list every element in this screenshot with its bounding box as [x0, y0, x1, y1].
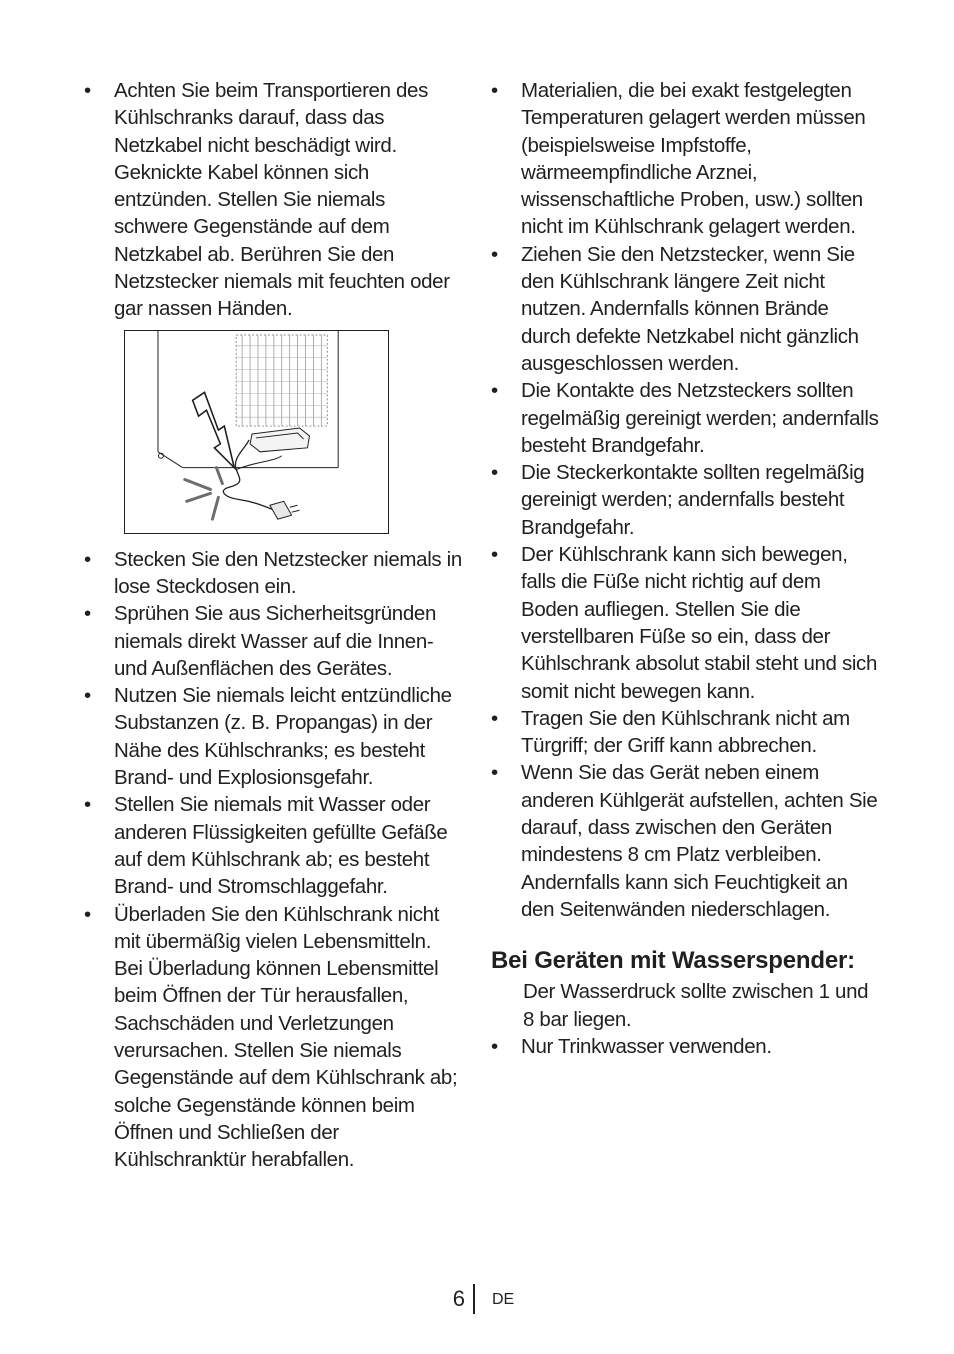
page-number: 6 [452, 1286, 465, 1311]
list-item: • Die Steckerkontakte sollten regelmäßig gereinigt werden; andernfalls besteht Brandgefahr. [491, 459, 881, 541]
list-item: • Achten Sie beim Transportieren des Kühlschranks darauf, dass das Netzkabel nicht beschädigt wird. Geknickte Kabel können sich entzünden. Stellen Sie niemals schwere Gegenstände auf dem Netzkabel ab. Berühren Sie den Netzstecker niemals mit feuchten oder gar nassen Händen. [84, 77, 464, 323]
list-item: • Nutzen Sie niemals leicht entzündliche Substanzen (z. B. Propangas) in der Nähe des Kühlschranks; es besteht Brand- und Explosionsgefahr. [84, 682, 464, 791]
section-bullets [491, 1033, 881, 1060]
list-item: • Wenn Sie das Gerät neben einem anderen Kühlgerät aufstellen, achten Sie darauf, dass zwischen den Geräten mindestens 8 cm Platz verbleiben. Andernfalls kann sich Feuchtigkeit an den Seitenwänden niederschlagen. [491, 759, 881, 923]
right-bullets [491, 77, 881, 923]
list-item: • Der Kühlschrank kann sich bewegen, falls die Füße nicht richtig auf dem Boden aufliegen. Stellen Sie die verstellbaren Füße so ein, dass der Kühlschrank absolut stabil steht und sich somit nicht bewegen kann. [491, 541, 881, 705]
footer-divider [473, 1284, 475, 1314]
list-item: • Stecken Sie den Netzstecker niemals in lose Steckdosen ein. [84, 546, 464, 601]
right-column [491, 77, 881, 1060]
list-item: • Ziehen Sie den Netzstecker, wenn Sie den Kühlschrank längere Zeit nicht nutzen. Andernfalls können Brände durch defekte Netzkabel nicht gänzlich ausgeschlossen werden. [491, 241, 881, 377]
list-item: • Sprühen Sie aus Sicherheitsgründen niemals direkt Wasser auf die Innen- und Außenflächen des Gerätes. [84, 600, 464, 682]
list-item: • Überladen Sie den Kühlschrank nicht mit übermäßig vielen Lebensmitteln. Bei Überladung können Lebensmittel beim Öffnen der Tür herausfallen, Sachschäden und Verletzungen verursachen. Stellen Sie niemals Gegenstände auf dem Kühlschrank ab; solche Gegenstände können beim Öffnen und Schließen der Kühlschranktür herabfallen. [84, 901, 464, 1174]
list-item: • Materialien, die bei exakt festgelegten Temperaturen gelagert werden müssen (beispielsweise Impfstoffe, wärmeempfindliche Arznei, wissenschaftliche Proben, usw.) sollten nicht im Kühlschrank gelagert werden. [491, 77, 881, 241]
left-bullets-bottom [84, 546, 464, 1174]
power-cord-warning-figure [124, 330, 389, 534]
fridge-back-power-cord-lightning-icon [125, 331, 388, 533]
list-item: • Die Kontakte des Netzsteckers sollten regelmäßig gereinigt werden; andernfalls besteht Brandgefahr. [491, 377, 881, 459]
section-intro: Der Wasserdruck sollte zwischen 1 und 8 bar liegen. [523, 980, 869, 1031]
list-item: • Stellen Sie niemals mit Wasser oder anderen Flüssigkeiten gefüllte Gefäße auf dem Kühlschrank ab; es besteht Brand- und Stromschlaggefahr. [84, 791, 464, 900]
left-column [84, 77, 464, 1174]
page-footer [0, 1284, 954, 1316]
list-item: • Tragen Sie den Kühlschrank nicht am Türgriff; der Griff kann abbrechen. [491, 705, 881, 760]
section-heading-water-dispenser: Bei Geräten mit Wasserspender: [491, 947, 855, 975]
list-item: • Nur Trinkwasser verwenden. [491, 1033, 881, 1060]
left-bullets-top [84, 77, 464, 323]
language-code: DE [492, 1291, 515, 1308]
